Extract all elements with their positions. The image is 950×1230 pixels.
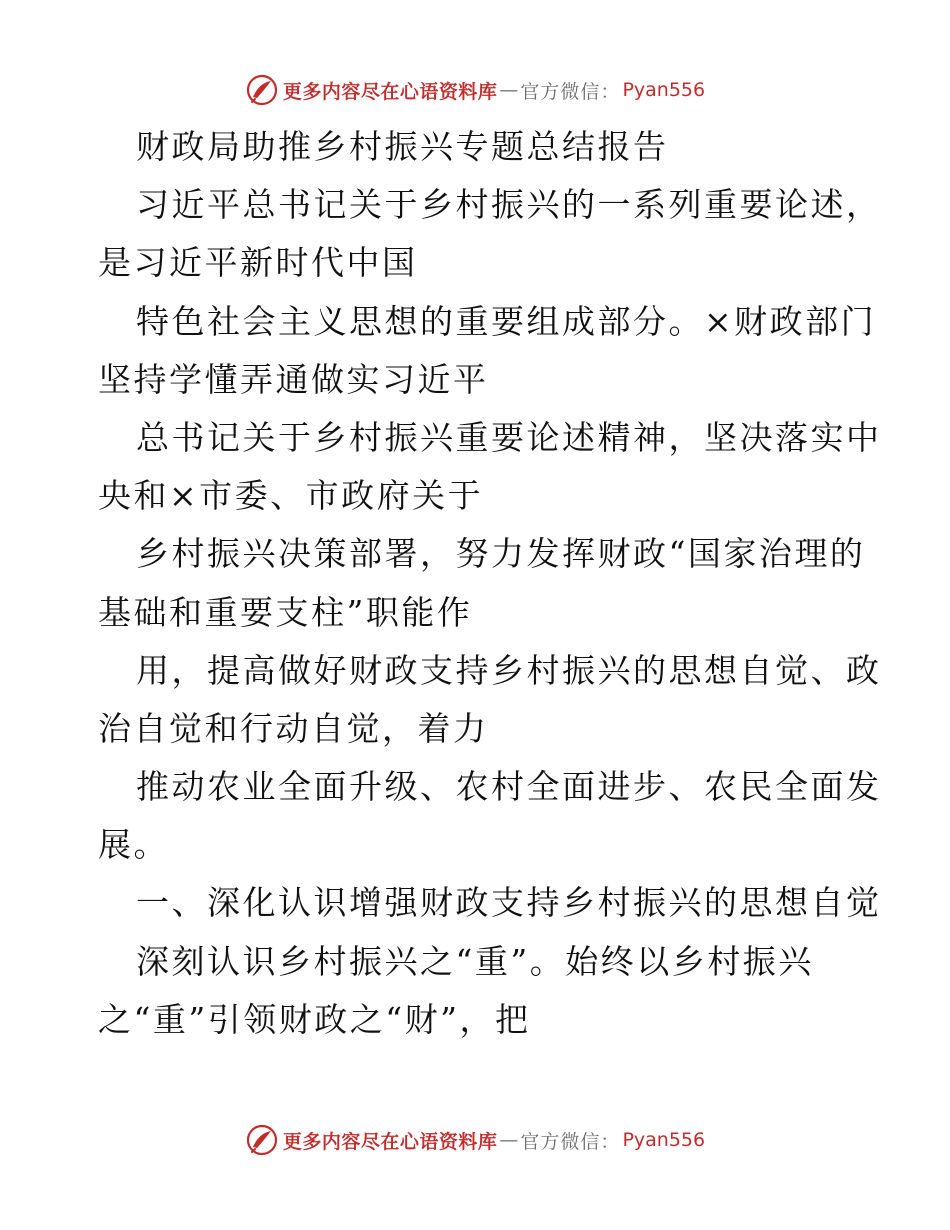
banner-source-text: 更多内容尽在心语资料库 [282, 80, 498, 103]
document-title: 财政局助推乡村振兴专题总结报告 [136, 127, 669, 166]
text-line: 乡村振兴决策部署，努力发挥财政“国家治理的 [136, 534, 866, 574]
footer-watermark-banner [0, 1120, 950, 1160]
banner-source-text: 更多内容尽在心语资料库 [282, 1130, 498, 1153]
banner-wechat-id: Pyan556 [622, 79, 706, 101]
banner-wechat-id: Pyan556 [622, 1129, 706, 1151]
header-watermark-banner [0, 70, 950, 110]
document-body [98, 118, 882, 1049]
banner-wechat-label: 官方微信： [520, 1130, 621, 1153]
brush-logo-icon [245, 1123, 279, 1157]
text-line: 是习近平新时代中国 [98, 243, 418, 283]
section-heading: 一、深化认识增强财政支持乡村振兴的思想自觉 [136, 883, 882, 923]
banner-separator: — [499, 1129, 519, 1151]
text-line: 展。 [98, 825, 169, 865]
text-line: 推动农业全面升级、农村全面进步、农民全面发 [136, 767, 882, 807]
text-line: 用，提高做好财政支持乡村振兴的思想自觉、政 [136, 650, 882, 690]
text-line: 之“重”引领财政之“财”，把 [98, 999, 531, 1039]
text-line: 基础和重要支柱”职能作 [98, 592, 473, 632]
text-line: 总书记关于乡村振兴重要论述精神，坚决落实中 [136, 417, 882, 457]
text-line: 习近平总书记关于乡村振兴的一系列重要论述， [136, 185, 882, 225]
banner-separator: — [499, 79, 519, 101]
text-line: 坚持学懂弄通做实习近平 [98, 359, 489, 399]
text-line: 特色社会主义思想的重要组成部分。×财政部门 [136, 301, 877, 341]
banner-wechat-label: 官方微信： [520, 80, 621, 103]
brush-logo-icon [245, 73, 279, 107]
text-line: 治自觉和行动自觉，着力 [98, 708, 489, 748]
text-line: 深刻认识乡村振兴之“重”。始终以乡村振兴 [136, 941, 814, 981]
text-line: 央和×市委、市政府关于 [98, 476, 484, 516]
